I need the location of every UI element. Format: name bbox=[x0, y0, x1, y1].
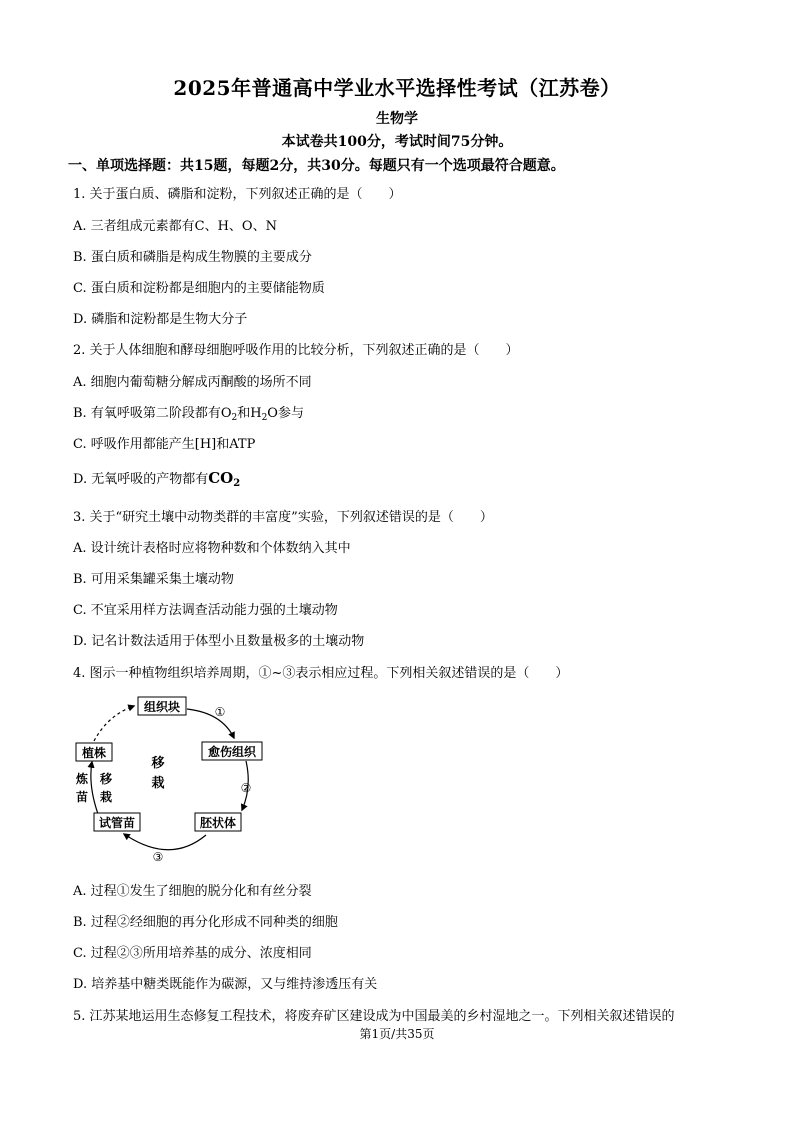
q4-stem: 4. 图示一种植物组织培养周期，①~③表示相应过程。下列相关叙述错误的是（ ） bbox=[73, 666, 569, 681]
label-plantlet: 试管苗 bbox=[98, 816, 136, 830]
q3-option-c: C. 不宜采用样方法调查活动能力强的土壤动物 bbox=[73, 603, 338, 618]
co2-sub: 2 bbox=[233, 478, 241, 489]
q2-stem: 2. 关于人体细胞和酵母细胞呼吸作用的比较分析，下列叙述正确的是（ ） bbox=[73, 343, 519, 358]
section-heading: 一、单项选择题：共15题，每题2分，共30分。每题只有一个选项最符合题意。 bbox=[68, 158, 565, 174]
tissue-culture-cycle-diagram bbox=[70, 695, 270, 867]
page-footer: 第1页/共35页 bbox=[359, 1027, 435, 1041]
exam-note: 本试卷共100分，考试时间75分钟。 bbox=[281, 134, 513, 150]
q4-option-c: C. 过程②③所用培养基的成分、浓度相同 bbox=[73, 946, 312, 961]
q3-option-b: B. 可用采集罐采集土壤动物 bbox=[73, 572, 234, 587]
q2-d-text: D. 无氧呼吸的产物都有 bbox=[73, 472, 209, 487]
q2-option-c: C. 呼吸作用都能产生[H]和ATP bbox=[73, 437, 256, 452]
label-step3: ③ bbox=[152, 850, 164, 864]
arrow-dashed-return bbox=[94, 706, 134, 741]
q3-option-d: D. 记名计数法适用于体型小且数量极多的土壤动物 bbox=[73, 634, 365, 649]
q3-stem: 3. 关于“研究土壤中动物类群的丰富度”实验，下列叙述错误的是（ ） bbox=[73, 510, 493, 525]
arrow-transplant bbox=[91, 762, 98, 814]
q2-b-text-3: O参与 bbox=[267, 406, 304, 421]
left-label-a1: 炼 bbox=[75, 772, 89, 786]
center-text-1: 移 bbox=[151, 756, 165, 771]
left-label-b2: 栽 bbox=[99, 790, 113, 804]
q3-option-a: A. 设计统计表格时应将物种数和个体数纳入其中 bbox=[73, 541, 351, 556]
label-tissue: 组织块 bbox=[143, 700, 181, 714]
q1-stem: 1. 关于蛋白质、磷脂和淀粉，下列叙述正确的是（ ） bbox=[73, 187, 402, 202]
q1-option-a: A. 三者组成元素都有C、H、O、N bbox=[73, 219, 277, 234]
q1-option-c: C. 蛋白质和淀粉都是细胞内的主要储能物质 bbox=[73, 281, 325, 296]
q2-b-sub-2: 2 bbox=[261, 413, 268, 423]
q2-option-b bbox=[73, 402, 304, 423]
label-embryoid: 胚状体 bbox=[199, 816, 237, 830]
left-label-a2: 苗 bbox=[75, 790, 89, 804]
q1-option-b: B. 蛋白质和磷脂是构成生物膜的主要成分 bbox=[73, 250, 312, 265]
q1-option-d: D. 磷脂和淀粉都是生物大分子 bbox=[73, 312, 248, 327]
q4-option-d: D. 培养基中糖类既能作为碳源，又与维持渗透压有关 bbox=[73, 977, 378, 992]
label-callus: 愈伤组织 bbox=[207, 745, 257, 759]
q4-option-b: B. 过程②经细胞的再分化形成不同种类的细胞 bbox=[73, 915, 338, 930]
exam-title: 2025年普通高中学业水平选择性考试（江苏卷） bbox=[173, 76, 621, 100]
q2-option-d bbox=[73, 468, 240, 489]
q2-b-sub-1: 2 bbox=[231, 413, 238, 423]
label-step1: ① bbox=[214, 705, 226, 719]
q2-option-a: A. 细胞内葡萄糖分解成丙酮酸的场所不同 bbox=[73, 375, 312, 390]
arrow-step1 bbox=[187, 709, 234, 738]
subject-name: 生物学 bbox=[376, 111, 418, 127]
q4-option-a: A. 过程①发生了细胞的脱分化和有丝分裂 bbox=[73, 884, 312, 899]
co2-formula bbox=[208, 469, 240, 487]
q2-b-text-2: 和H bbox=[237, 406, 262, 421]
label-step2: ② bbox=[240, 781, 252, 795]
label-plant: 植株 bbox=[81, 746, 107, 760]
left-label-b1: 移 bbox=[99, 772, 113, 786]
center-text-2: 栽 bbox=[151, 776, 165, 791]
co2-co: CO bbox=[208, 469, 234, 487]
arrow-step3 bbox=[124, 834, 206, 850]
q2-b-text-1: B. 有氧呼吸第二阶段都有O bbox=[73, 406, 232, 421]
q5-stem: 5. 江苏某地运用生态修复工程技术，将废弃矿区建设成为中国最美的乡村湿地之一。下列相关叙述错误的 bbox=[73, 1009, 675, 1024]
